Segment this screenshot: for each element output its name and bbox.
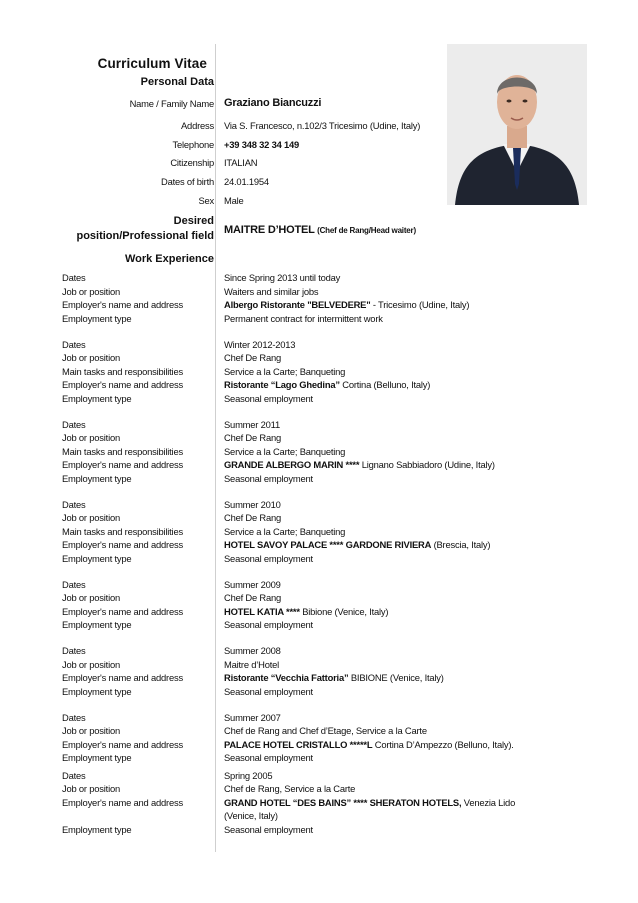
employer-name: GRANDE ALBERGO MARIN ****	[224, 459, 360, 470]
experience-entry	[0, 579, 638, 646]
experience-label: Dates	[62, 272, 86, 283]
experience-value: Seasonal employment	[224, 752, 313, 763]
experience-value: Chef de Rang and Chef d’Etage, Service a la Carte	[224, 725, 427, 736]
experience-row	[0, 366, 638, 380]
citizenship-label: Citizenship	[170, 157, 214, 168]
profile-photo	[447, 44, 587, 205]
experience-value: Seasonal employment	[224, 552, 313, 564]
experience-row	[0, 339, 638, 353]
experience-entry	[0, 272, 638, 339]
experience-label: Dates	[62, 769, 86, 781]
experience-value: Waiters and similar jobs	[224, 285, 319, 297]
experience-value: HOTEL KATIA **** Bibione (Venice, Italy)	[224, 605, 389, 617]
experience-label: Employment type	[62, 312, 132, 324]
experience-value: Summer 2011	[224, 418, 280, 430]
experience-label: Dates	[62, 338, 86, 350]
document-title: Curriculum Vitae	[97, 56, 207, 71]
experience-label: Job or position	[62, 432, 120, 443]
experience-label: Dates	[62, 498, 86, 510]
desired-value	[224, 224, 416, 236]
experience-row	[0, 659, 638, 673]
experience-value: Winter 2012-2013	[224, 338, 296, 350]
experience-entry	[0, 499, 638, 579]
experience-row	[0, 432, 638, 446]
experience-entry	[0, 419, 638, 499]
experience-value: Permanent contract for intermittent work	[224, 312, 383, 324]
experience-row	[0, 313, 638, 327]
experience-label: Job or position	[62, 783, 120, 794]
telephone-label: Telephone	[172, 139, 214, 150]
experience-value: Spring 2005	[224, 769, 273, 781]
experience-row	[0, 672, 638, 686]
experience-row	[0, 824, 638, 838]
experience-value: Chef de Rang, Service a la Carte	[224, 783, 356, 794]
experience-row	[0, 686, 638, 700]
experience-value: Summer 2010	[224, 498, 281, 510]
experience-value: (Venice, Italy)	[224, 810, 278, 821]
experience-label: Employment type	[62, 823, 132, 835]
experience-row	[0, 606, 638, 620]
experience-value: Chef De Rang	[224, 512, 282, 523]
experience-label: Dates	[62, 645, 86, 656]
experience-label: Employer's name and address	[62, 796, 183, 808]
dob-label: Dates of birth	[161, 176, 214, 187]
experience-value: Maitre d’Hotel	[224, 658, 280, 670]
experience-entry	[0, 770, 638, 838]
work-experience-list	[0, 272, 638, 837]
sex-value: Male	[224, 195, 244, 206]
experience-row	[0, 619, 638, 633]
desired-label-line1: Desired	[173, 215, 214, 227]
experience-label: Dates	[62, 711, 86, 723]
experience-row	[0, 352, 638, 366]
experience-row	[0, 539, 638, 553]
experience-value: Seasonal employment	[224, 619, 313, 630]
experience-value: GRANDE ALBERGO MARIN **** Lignano Sabbiadoro (Udine, Italy)	[224, 459, 495, 470]
employer-name: PALACE HOTEL CRISTALLO *****L	[224, 738, 373, 750]
sex-label: Sex	[198, 195, 214, 206]
experience-label: Employment type	[62, 752, 132, 763]
experience-value: Chef De Rang	[224, 592, 282, 603]
experience-value: Albergo Ristorante "BELVEDERE" - Tricesimo (Udine, Italy)	[224, 299, 470, 310]
experience-value: HOTEL SAVOY PALACE **** GARDONE RIVIERA (Brescia, Italy)	[224, 539, 491, 550]
experience-row	[0, 645, 638, 659]
experience-label: Dates	[62, 578, 86, 590]
experience-row	[0, 725, 638, 739]
experience-value: GRAND HOTEL “DES BAINS” **** SHERATON HOTELS, Venezia Lido	[224, 796, 516, 808]
experience-label: Employment type	[62, 619, 132, 630]
experience-row	[0, 797, 638, 811]
experience-value: Seasonal employment	[224, 472, 313, 484]
experience-label: Employment type	[62, 392, 132, 404]
experience-row	[0, 419, 638, 433]
employer-name: Ristorante “Lago Ghedina”	[224, 379, 340, 390]
experience-value: Ristorante “Lago Ghedina” Cortina (Belluno, Italy)	[224, 379, 431, 390]
experience-label: Employer's name and address	[62, 379, 183, 390]
experience-value: Since Spring 2013 until today	[224, 272, 341, 283]
experience-value: Seasonal employment	[224, 823, 313, 835]
experience-label: Job or position	[62, 658, 120, 670]
experience-label: Employment type	[62, 552, 132, 564]
experience-label: Dates	[62, 418, 86, 430]
experience-label: Employer's name and address	[62, 738, 183, 750]
experience-label: Employer's name and address	[62, 605, 183, 617]
experience-row	[0, 272, 638, 286]
experience-row	[0, 712, 638, 726]
experience-row	[0, 579, 638, 593]
experience-row	[0, 459, 638, 473]
experience-entry	[0, 339, 638, 419]
desired-label-line2: position/Professional field	[76, 230, 214, 242]
experience-row	[0, 739, 638, 753]
address-label: Address	[181, 120, 214, 131]
employer-name: Albergo Ristorante "BELVEDERE"	[224, 299, 371, 310]
employer-name: HOTEL KATIA ****	[224, 605, 300, 617]
experience-label: Main tasks and responsibilities	[62, 445, 183, 457]
experience-row	[0, 526, 638, 540]
experience-label: Job or position	[62, 285, 120, 297]
experience-value: PALACE HOTEL CRISTALLO *****L Cortina D’Ampezzo (Belluno, Italy).	[224, 738, 514, 750]
experience-label: Employer's name and address	[62, 539, 183, 550]
experience-value: Seasonal employment	[224, 392, 313, 404]
experience-row	[0, 810, 638, 824]
desired-position-note: (Chef de Rang/Head waiter)	[317, 226, 416, 235]
experience-label: Main tasks and responsibilities	[62, 365, 183, 377]
experience-row	[0, 752, 638, 766]
experience-row	[0, 446, 638, 460]
experience-value: Chef De Rang	[224, 432, 282, 443]
experience-row	[0, 379, 638, 393]
work-experience-heading: Work Experience	[124, 253, 214, 265]
experience-label: Employment type	[62, 472, 132, 484]
experience-value: Ristorante “Vecchia Fattoria” BIBIONE (Venice, Italy)	[224, 672, 444, 683]
employer-name: Ristorante “Vecchia Fattoria”	[224, 672, 349, 683]
experience-value: Service a la Carte; Banqueting	[224, 445, 346, 457]
experience-value: Summer 2007	[224, 711, 281, 723]
employer-name: HOTEL SAVOY PALACE **** GARDONE RIVIERA	[224, 539, 432, 550]
desired-position: MAITRE D’HOTEL	[224, 224, 315, 236]
experience-label: Employer's name and address	[62, 299, 183, 310]
personal-data-heading: Personal Data	[140, 76, 214, 88]
experience-label: Employment type	[62, 685, 132, 697]
experience-label: Job or position	[62, 352, 120, 363]
employer-name: GRAND HOTEL “DES BAINS” **** SHERATON HOTELS,	[224, 796, 462, 808]
experience-label: Employer's name and address	[62, 459, 183, 470]
experience-label: Employer's name and address	[62, 672, 183, 683]
experience-row	[0, 770, 638, 784]
experience-value: Service a la Carte; Banqueting	[224, 525, 346, 537]
experience-row	[0, 473, 638, 487]
name-value: Graziano Biancuzzi	[224, 97, 322, 109]
citizenship-value: ITALIAN	[224, 157, 258, 168]
experience-label: Job or position	[62, 592, 120, 603]
experience-value: Service a la Carte; Banqueting	[224, 365, 346, 377]
experience-label: Job or position	[62, 512, 120, 523]
experience-value: Chef De Rang	[224, 352, 282, 363]
experience-row	[0, 499, 638, 513]
experience-row	[0, 783, 638, 797]
experience-row	[0, 393, 638, 407]
experience-label: Job or position	[62, 725, 120, 736]
address-value: Via S. Francesco, n.102/3 Tricesimo (Udine, Italy)	[224, 120, 421, 131]
experience-row	[0, 512, 638, 526]
experience-row	[0, 286, 638, 300]
telephone-value: +39 348 32 34 149	[224, 139, 300, 150]
experience-row	[0, 553, 638, 567]
experience-entry	[0, 712, 638, 770]
dob-value: 24.01.1954	[224, 176, 269, 187]
experience-value: Summer 2008	[224, 645, 281, 656]
name-label: Name / Family Name	[129, 98, 214, 109]
experience-value: Summer 2009	[224, 578, 281, 590]
experience-entry	[0, 645, 638, 712]
experience-label: Main tasks and responsibilities	[62, 525, 183, 537]
experience-row	[0, 592, 638, 606]
experience-row	[0, 299, 638, 313]
experience-value: Seasonal employment	[224, 685, 313, 697]
